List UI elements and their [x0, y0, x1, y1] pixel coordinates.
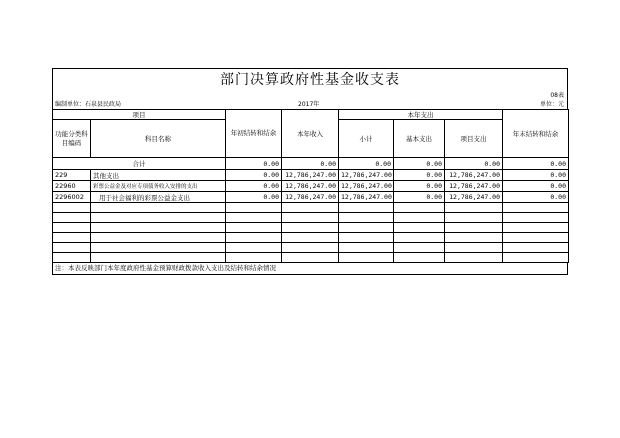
row-project-expense: 12,786,247.00 [445, 170, 503, 181]
report-sheet [52, 68, 568, 275]
row-code: 22960 [53, 181, 91, 192]
row-code: 229 [53, 170, 91, 181]
header-func-code: 功能分类科目编码 [53, 120, 91, 158]
row-closing-balance: 0.00 [503, 181, 569, 192]
header-project: 项目 [53, 110, 226, 120]
row-name: 用于社会福利的彩票公益金支出 [91, 192, 226, 203]
table-code: 08表 [550, 92, 564, 99]
header-expense-group: 本年支出 [339, 110, 503, 120]
row-closing-balance: 0.00 [503, 192, 569, 203]
empty-row [53, 233, 569, 243]
total-label: 合计 [53, 158, 226, 170]
table-row [53, 170, 569, 181]
row-name: 其他支出 [91, 170, 226, 181]
row-basic-expense: 0.00 [394, 181, 445, 192]
report-code-row [52, 91, 568, 100]
row-income: 12,786,247.00 [282, 192, 339, 203]
total-closing-balance: 0.00 [503, 158, 569, 170]
header-closing-balance: 年末结转和结余 [503, 110, 569, 158]
row-code: 2296002 [53, 192, 91, 203]
row-project-expense: 12,786,247.00 [445, 192, 503, 203]
report-year: 2017年 [298, 101, 320, 108]
row-opening-balance: 0.00 [226, 170, 282, 181]
row-subtotal: 12,786,247.00 [339, 170, 394, 181]
header-project-expense: 项目支出 [445, 120, 503, 158]
row-basic-expense: 0.00 [394, 170, 445, 181]
row-opening-balance: 0.00 [226, 192, 282, 203]
total-income: 0.00 [282, 158, 339, 170]
total-subtotal: 0.00 [339, 158, 394, 170]
table-row [53, 192, 569, 203]
row-opening-balance: 0.00 [226, 181, 282, 192]
report-meta-row [52, 100, 568, 109]
row-basic-expense: 0.00 [394, 192, 445, 203]
row-subtotal: 12,786,247.00 [339, 192, 394, 203]
empty-row [53, 253, 569, 263]
fund-table [52, 109, 569, 263]
empty-row [53, 213, 569, 223]
row-closing-balance: 0.00 [503, 170, 569, 181]
table-note: 注：本表反映部门本年度政府性基金预算财政拨款收入支出及结转和结余情况 [52, 263, 568, 275]
header-subtotal: 小计 [339, 120, 394, 158]
header-basic-expense: 基本支出 [394, 120, 445, 158]
table-row [53, 181, 569, 192]
header-subject-name: 科目名称 [91, 120, 226, 158]
row-project-expense: 12,786,247.00 [445, 181, 503, 192]
row-income: 12,786,247.00 [282, 170, 339, 181]
header-opening-balance: 年初结转和结余 [226, 110, 282, 158]
header-income: 本年收入 [282, 110, 339, 158]
total-opening-balance: 0.00 [226, 158, 282, 170]
total-row [53, 158, 569, 170]
total-basic-expense: 0.00 [394, 158, 445, 170]
compiling-unit: 编制单位：石泉县民政局 [55, 101, 122, 108]
currency-unit: 单位：元 [539, 101, 564, 108]
row-subtotal: 12,786,247.00 [339, 181, 394, 192]
empty-row [53, 243, 569, 253]
empty-row [53, 223, 569, 233]
row-income: 12,786,247.00 [282, 181, 339, 192]
total-project-expense: 0.00 [445, 158, 503, 170]
report-title: 部门决算政府性基金收支表 [52, 68, 568, 91]
row-name: 彩票公益金及对应专项债务收入安排的支出 [91, 181, 226, 192]
empty-row [53, 203, 569, 213]
